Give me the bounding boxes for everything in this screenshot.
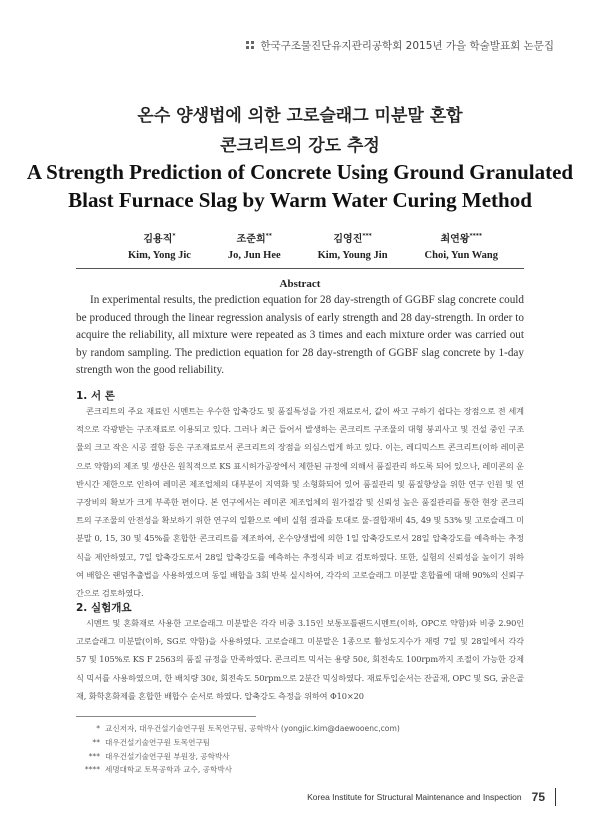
english-title-line-2: Blast Furnace Slag by Warm Water Curing Method <box>68 188 532 212</box>
footnote <box>82 750 522 764</box>
section-heading-experiment: 2. 실험개요 <box>76 602 132 614</box>
author-name-en: Kim, Yong Jic <box>128 250 191 261</box>
author-affiliation-mark: ** <box>265 232 272 240</box>
author-name-en: Kim, Young Jin <box>317 250 388 261</box>
korean-title <box>0 104 600 158</box>
footnote-text: 대우건설기술연구원 부원장, 공학박사 <box>105 751 230 761</box>
header-bullet-icon <box>246 41 255 50</box>
author-affiliation-mark: *** <box>362 232 372 240</box>
footnotes <box>82 722 522 777</box>
footer-separator <box>555 788 556 806</box>
author-name-ko: 김영진 <box>333 234 363 245</box>
page-footer <box>307 788 556 806</box>
author <box>425 230 498 261</box>
author-name-ko: 김용직 <box>143 234 173 245</box>
footnote-text: 대우건설기술연구원 토목연구팀 <box>105 737 211 747</box>
title-divider <box>76 268 524 269</box>
abstract-text: In experimental results, the prediction equation for 28 day-strength of GGBF slag concrete could be produced through the linear regression analysis of early strength and 28 day-strength. In order to acquire the reliability, all mixture were repeated as 3 times and each mixture order was carried out by random sampling. The prediction equation for 28 day-strength of GGBF slag concrete by 1-day strength won the good reliability. <box>76 294 524 376</box>
footnote-divider <box>76 716 256 717</box>
footnote-mark: ** <box>92 737 100 747</box>
footnote-text: 교신저자, 대우건설기술연구원 토목연구팀, 공학박사 (yongjic.kim@daewooenc,com) <box>105 724 400 733</box>
footnote-mark: * <box>96 724 100 733</box>
author-affiliation-mark: **** <box>469 232 483 240</box>
abstract-heading: Abstract <box>279 278 321 290</box>
author-name-ko: 조준희 <box>236 234 266 245</box>
running-header <box>246 38 554 53</box>
korean-title-line-1: 온수 양생법에 의한 고로슬래그 미분말 혼합 <box>137 106 463 126</box>
section-heading-introduction: 1. 서 론 <box>76 390 115 402</box>
author <box>228 230 281 261</box>
footnote <box>82 722 522 736</box>
section-text-experiment: 시멘트 및 혼화재로 사용한 고로슬래그 미분말은 각각 비중 3.15인 보통포틀랜드시멘트(이하, OPC로 약함)와 비중 2.90인 고로슬래그 미분말(이하, SG로 약함)을 사용하였다. 고로슬래그 미분말은 1종으로 활성도지수가 재령 7일 및 28일에서 각각 57 및 105%로 KS F 2563의 품질 규정을 만족하였다. 콘크리트 믹서는 용량 50ℓ, 회전속도 100rpm까지 조절이 가능한 강제식 믹서를 사용하였으며, 한 배치량 30ℓ, 회전속도 50rpm으로 2분간 믹싱하였다. 재료투입순서는 잔골재, OPC 및 SG, 굵은골재, 화학혼화제를 혼합한 배합수 순서로 하였다. 압축강도 측정을 위하여 Φ10×20 <box>76 618 524 701</box>
footnote-text: 세명대학교 토목공학과 교수, 공학박사 <box>105 765 233 775</box>
footnote-mark: **** <box>84 765 100 775</box>
author-name-en: Choi, Yun Wang <box>424 250 498 261</box>
author-list <box>128 230 498 261</box>
footnote-mark: *** <box>88 751 100 761</box>
footnote <box>82 763 522 777</box>
section-text-introduction: 콘크리트의 주요 재료인 시멘트는 우수한 압축강도 및 품질특성을 가진 재료로서, 값이 싸고 구하기 쉽다는 장점으로 전 세계 적으로 각광받는 구조재료로 이용되고 있다. 그러나 최근 들어서 발생하는 콘크리트 구조물의 대형 붕괴사고 및 건설 중인 구조물의 크고 작은 시공 결함 등은 구조재료로서 콘크리트의 장점을 의심스럽게 하고 있다. 이는, 레디믹스트 콘크리트(이하 레미콘으로 약함)의 제조 및 생산은 원칙적으로 KS 표시허가공장에서 제한된 규정에 의해서 품질관리 하도록 되어 있으나, 레미콘의 운반시간 제한으로 인하여 레미콘 제조업체의 대부분이 지역화 및 소형화되어 있어 품질관리 및 품질향상을 위한 연구 인원 및 연구장비의 확보가 크게 부족한 편이다. 본 연구에서는 레미콘 제조업체의 원가절감 및 신뢰성 높은 품질관리를 통한 현장 콘크리트의 구조물의 안전성을 확보하기 위한 연구의 일환으로 예비 실험 결과를 토대로 물-결합재비 45, 49 및 53% 및 고로슬래그 미분말 0, 15, 30 및 45%를 혼합한 콘크리트를 제조하여, 온수양생법에 의한 1일 압축강도로서 28일 압축강도를 예측하는 추정식을 제안하였고, 7일 압축강도로서 28일 압축강도를 예측하는 추정식과 비교 검토하였다. 또한, 실험의 신뢰성을 높이기 위하여 배합은 랜덤추출법을 사용하였으며 동일 배합을 3회 반복 실시하여, 각각의 고로슬래그 미분말 혼합률에 대해 90%의 신뢰구간으로 검토하였다. <box>76 406 524 599</box>
korean-title-line-2: 콘크리트의 강도 추정 <box>220 136 380 156</box>
footer-institute: Korea Institute for Structural Maintenance and Inspection <box>307 792 522 802</box>
journal-name: 한국구조물진단유지관리공학회 2015년 가을 학술발표회 논문집 <box>260 40 554 52</box>
author-name-ko: 최연왕 <box>440 234 470 245</box>
footnote <box>82 736 522 750</box>
author <box>128 230 191 261</box>
author-affiliation-mark: * <box>172 232 176 240</box>
page-number: 75 <box>531 790 545 804</box>
author-name-en: Jo, Jun Hee <box>227 250 281 261</box>
author <box>318 230 388 261</box>
english-title <box>0 158 600 214</box>
english-title-line-1: A Strength Prediction of Concrete Using Ground Granulated <box>26 160 574 184</box>
